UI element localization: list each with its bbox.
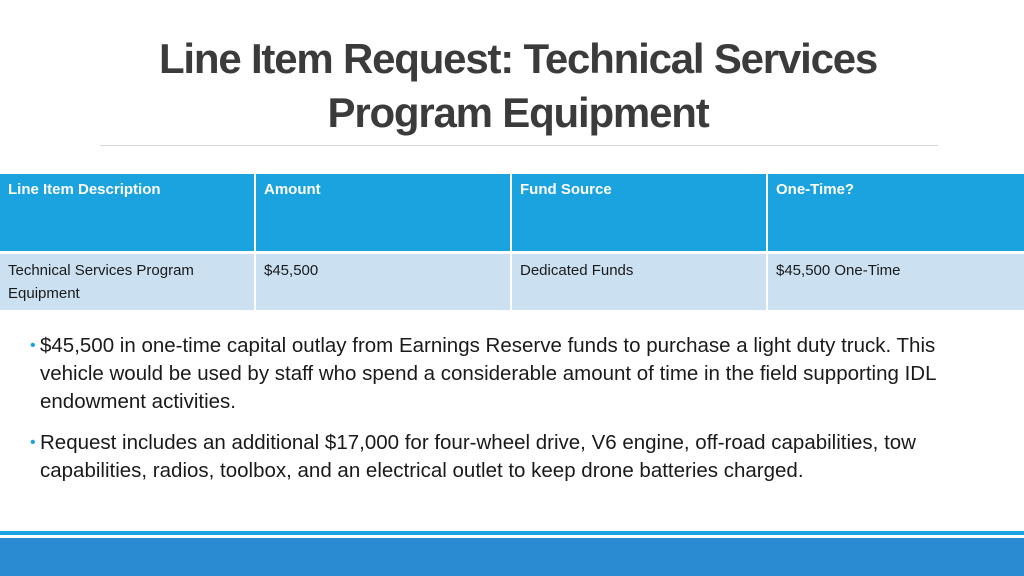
bullet-item <box>30 332 970 416</box>
cell-amount: $45,500 <box>256 254 512 310</box>
bullet-text: $45,500 in one-time capital outlay from Earnings Reserve funds to purchase a light duty truck. This vehicle would be used by staff who spend a considerable amount of time in the field supporting IDL endowment activities. <box>40 334 936 413</box>
header-fund-source: Fund Source <box>512 174 768 254</box>
header-line-item-description: Line Item Description <box>0 174 256 254</box>
bullet-dot-icon: • <box>30 434 36 451</box>
cell-one-time: $45,500 One-Time <box>768 254 1024 310</box>
table-header-row <box>0 174 1024 254</box>
cell-description: Technical Services Program Equipment <box>0 254 256 310</box>
footer-accent-line <box>0 531 1024 535</box>
header-one-time: One-Time? <box>768 174 1024 254</box>
slide-title: Line Item Request: Technical Services Program Equipment <box>158 35 878 136</box>
title-divider <box>100 145 938 146</box>
bullet-list <box>30 332 970 498</box>
cell-fund-source: Dedicated Funds <box>512 254 768 310</box>
header-amount: Amount <box>256 174 512 254</box>
bullet-text: Request includes an additional $17,000 for four-wheel drive, V6 engine, off-road capabilities, tow capabilities, radios, toolbox, and an electrical outlet to keep drone batteries charged. <box>40 431 916 482</box>
bullet-item <box>30 429 970 485</box>
line-item-table <box>0 174 1024 310</box>
bullet-dot-icon: • <box>30 337 36 354</box>
table-row <box>0 254 1024 310</box>
footer-bar <box>0 538 1024 576</box>
